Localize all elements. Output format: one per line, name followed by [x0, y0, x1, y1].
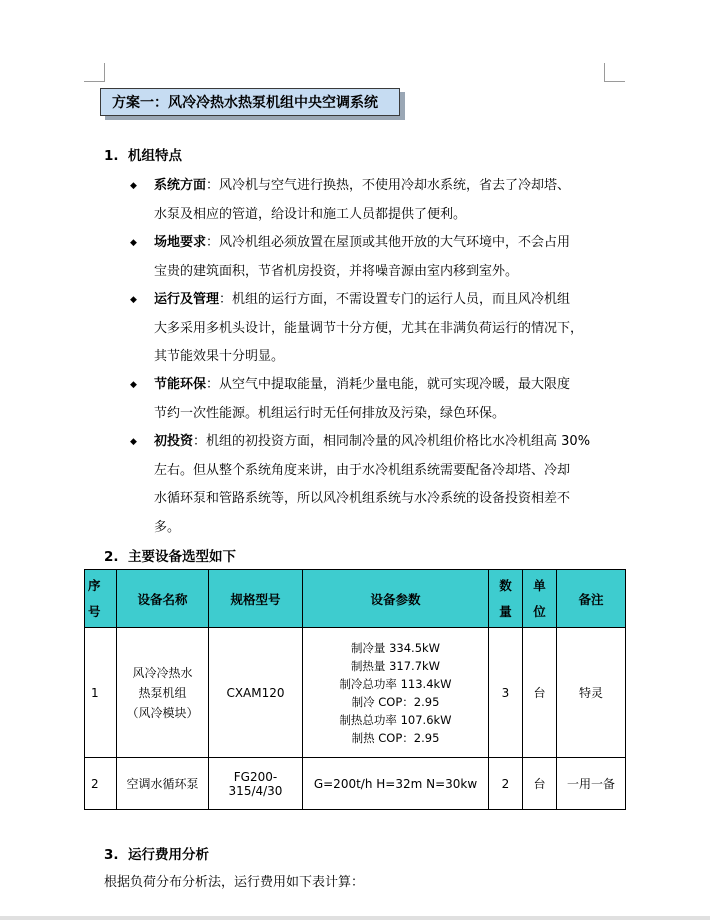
section-3-heading: [104, 843, 209, 863]
header-name: 设备名称: [117, 570, 209, 628]
feature-text: 左右。但从整个系统角度来讲，由于水冷机组系统需要配备冷却塔、冷却: [154, 462, 571, 478]
feature-text: ：风冷机组必须放置在屋顶或其他开放的大气环境中，不会占用: [206, 235, 571, 250]
section-1-heading: [104, 144, 182, 164]
feature-text: ：机组的运行方面，不需设置专门的运行人员，而且风冷机组: [219, 292, 571, 307]
bullet-icon: ◆: [130, 238, 137, 248]
header-model: 规格型号: [209, 570, 303, 628]
section-1-title: 机组特点: [128, 148, 182, 164]
cell-note: 一用一备: [557, 758, 626, 810]
cell-qty: 2: [489, 758, 523, 810]
feature-text: ：风冷机与空气进行换热，不使用冷却水系统，省去了冷却塔、: [206, 178, 571, 193]
section-1-number: 1.: [104, 148, 119, 164]
feature-text: 水泵及相应的管道，给设计和施工人员都提供了便利。: [154, 206, 467, 222]
cell-params: G=200t/h H=32m N=30kw: [303, 758, 489, 810]
section-3-number: 3.: [104, 847, 119, 863]
page-corner-mark-left: [84, 63, 105, 82]
bullet-icon: ◆: [130, 181, 137, 191]
cell-unit: 台: [523, 758, 557, 810]
feature-text: ：从空气中提取能量，消耗少量电能，就可实现冷暖，最大限度: [206, 377, 571, 392]
feature-text: 宝贵的建筑面积，节省机房投资，并将噪音源由室内移到室外。: [154, 263, 519, 279]
page-bottom-edge: [0, 916, 710, 920]
cell-seq: 2: [85, 758, 117, 810]
equipment-table: [84, 569, 626, 810]
bullet-icon: ◆: [130, 380, 137, 390]
feature-label: 场地要求: [154, 235, 207, 250]
feature-label: 系统方面: [154, 178, 207, 193]
header-qty: 数 量: [489, 570, 523, 628]
page-corner-mark-right: [604, 63, 625, 82]
bullet-icon: ◆: [130, 437, 137, 447]
section-3-text: 根据负荷分布分析法，运行费用如下表计算：: [104, 875, 365, 890]
section-2-heading: [104, 545, 236, 565]
feature-label: 运行及管理: [154, 292, 220, 307]
feature-text: ：机组的初投资方面，相同制冷量的风冷机组价格比水冷机组高 30%: [193, 434, 591, 449]
section-2-title: 主要设备选型如下: [128, 549, 236, 565]
cell-qty: 3: [489, 628, 523, 758]
cell-name: 风冷冷热水 热泵机组 （风冷模块）: [117, 628, 209, 758]
header-unit: 单 位: [523, 570, 557, 628]
table-header-row: [85, 570, 626, 628]
feature-label: 节能环保: [154, 377, 207, 392]
bullet-icon: ◆: [130, 295, 137, 305]
table-row: [85, 758, 626, 810]
cell-model: CXAM120: [209, 628, 303, 758]
cell-unit: 台: [523, 628, 557, 758]
table-row: [85, 628, 626, 758]
header-params: 设备参数: [303, 570, 489, 628]
section-2-number: 2.: [104, 549, 119, 565]
page-title: 方案一：风冷冷热水热泵机组中央空调系统: [100, 88, 400, 116]
feature-text: 多。: [154, 519, 181, 535]
feature-label: 初投资: [154, 434, 194, 449]
feature-item-site: [154, 229, 620, 286]
cell-note: 特灵: [557, 628, 626, 758]
cell-name: 空调水循环泵: [117, 758, 209, 810]
cell-model: FG200-315/4/30: [209, 758, 303, 810]
feature-item-operation: [154, 286, 620, 372]
feature-text: 其节能效果十分明显。: [154, 349, 285, 364]
section-3-title: 运行费用分析: [128, 847, 209, 863]
cell-params: 制冷量 334.5kW 制热量 317.7kW 制冷总功率 113.4kW 制冷 COP：2.95 制热总功率 107.6kW 制热 COP：2.95: [303, 628, 489, 758]
feature-item-investment: [154, 428, 620, 542]
feature-text: 大多采用多机头设计，能量调节十分方便，尤其在非满负荷运行的情况下，: [154, 320, 584, 336]
feature-text: 节约一次性能源。机组运行时无任何排放及污染，绿色环保。: [154, 405, 506, 421]
header-seq: 序 号: [85, 570, 117, 628]
feature-text: 水循环泵和管路系统等，所以风冷机组系统与水冷系统的设备投资相差不: [154, 491, 571, 506]
feature-item-energy: [154, 371, 620, 428]
cell-seq: 1: [85, 628, 117, 758]
header-note: 备注: [557, 570, 626, 628]
feature-item-system: [154, 172, 620, 229]
